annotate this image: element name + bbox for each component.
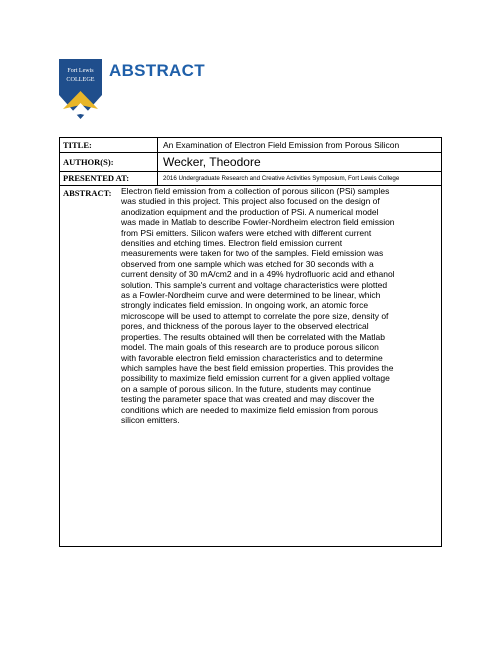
abstract-form (59, 137, 442, 547)
title-value: An Examination of Electron Field Emission from Porous Silicon (163, 140, 400, 150)
author-row (60, 152, 441, 172)
presented-value: 2016 Undergraduate Research and Creative Activities Symposium, Fort Lewis College (163, 174, 400, 182)
logo-text-line2: COLLEGE (66, 76, 95, 83)
page-heading: ABSTRACT (109, 61, 205, 80)
abstract-label: ABSTRACT: (63, 188, 112, 198)
author-label: AUTHOR(S): (60, 152, 158, 171)
college-logo-mark (59, 59, 102, 121)
presented-label: PRESENTED AT: (60, 171, 158, 185)
college-logo (59, 59, 102, 121)
logo-text-line1: Fort Lewis (67, 68, 94, 74)
author-value: Wecker, Theodore (163, 154, 261, 169)
abstract-text: Electron field emission from a collection of porous silicon (PSi) samples was studied in this project. This project also focused on the design of anodization equipment and the production of PSi. A numerical model was made in Matlab to describe Fowler-Nordheim electron field emission from PSi emitters. Silicon wafers were etched with different current densities and etching times. Electron field emission current measurements were taken for two of the samples. Field emission was observed from one sample which was etched for 30 seconds with a current density of 30 mA/cm2 and in a 49% hydrofluoric acid and ethanol solution. This sample's current and voltage characteristics were plotted as a Fowler-Nordheim curve and were determined to be linear, which strongly indicates field emission. In ongoing work, an atomic force microscope will be used to attempt to correlate the pore size, density of pores, and thickness of the porous layer to the observed electrical properties. The results obtained will then be correlated with the Matlab model. The main goals of this research are to produce porous silicon with favorable electron field emission characteristics and to determine which samples have the best field emission properties. This provides the possibility to maximize field emission current for a given applied voltage on a sample of porous silicon. In the future, students may continue testing the parameter space that was created and may discover the conditions which are needed to maximize field emission from porous silicon emitters. (121, 186, 395, 425)
title-row (60, 138, 441, 153)
presented-row (60, 171, 441, 186)
title-label: TITLE: (60, 138, 158, 152)
